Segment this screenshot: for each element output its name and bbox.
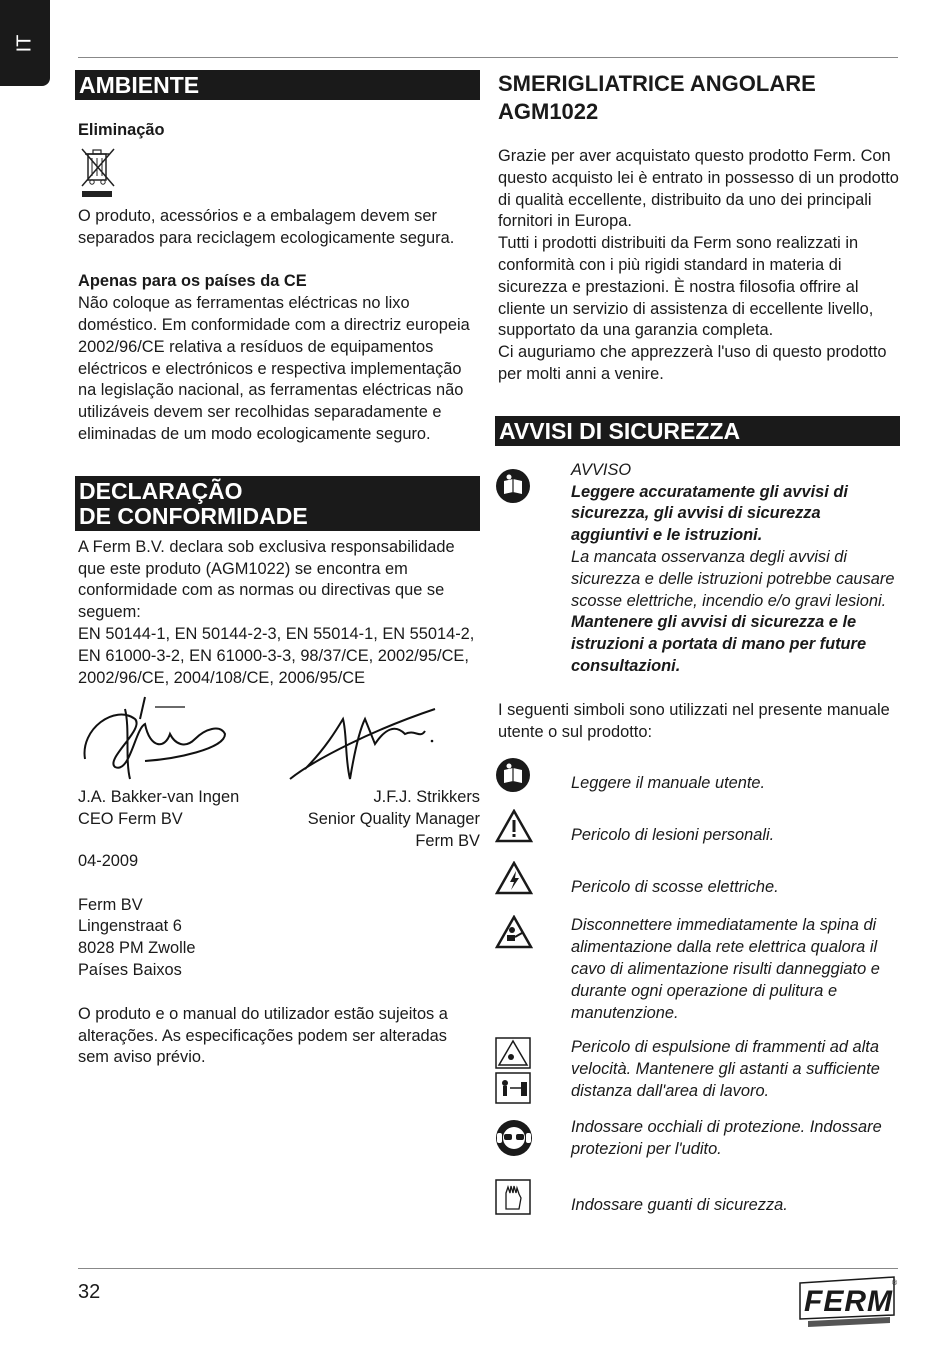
read-manual-icon — [495, 468, 531, 509]
signer1-title: CEO Ferm BV — [78, 810, 183, 829]
address-block — [75, 895, 480, 982]
symbol-row — [495, 1117, 900, 1167]
bottom-divider — [78, 1268, 898, 1269]
left-column — [75, 70, 480, 1069]
declaracao-paragraph: A Ferm B.V. declara sob exclusiva responsabilidade que este produto (AGM1022) se encontra em conformidade com as normas ou directivas que se seguem: — [78, 537, 455, 622]
declaration-date: 04-2009 — [78, 851, 139, 870]
signer-block — [75, 787, 480, 852]
symbol-text: Indossare occhiali di protezione. Indossare protezioni per l'udito. — [571, 1118, 882, 1159]
address-line: Lingenstraat 6 — [78, 917, 182, 936]
subheading-ce: Apenas para os países da CE — [78, 272, 307, 291]
unplug-icon — [495, 915, 533, 954]
read-manual-icon — [495, 757, 531, 798]
flying-debris-icon — [495, 1037, 531, 1110]
section-heading-ambiente: AMBIENTE — [75, 70, 480, 100]
product-title-line-2: AGM1022 — [498, 99, 599, 124]
section-heading-avvisi: AVVISI DI SICUREZZA — [495, 416, 900, 446]
avviso-block — [495, 460, 900, 678]
intro-paragraph-1: Grazie per aver acquistato questo prodotto Ferm. Con questo acquisto lei è entrato in possesso di un prodotto di qualità eccellente, distribuito da uno dei principali fornitori in Europa. — [498, 147, 899, 231]
ferm-logo — [798, 1275, 898, 1336]
address-line: 8028 PM Zwolle — [78, 939, 196, 958]
language-code: IT — [13, 34, 36, 53]
address-line: Países Baixos — [78, 960, 182, 979]
signer2-company: Ferm BV — [415, 831, 480, 850]
symbol-text: Pericolo di lesioni personali. — [571, 826, 775, 845]
symbol-text: Leggere il manuale utente. — [571, 774, 766, 793]
avviso-bold-text-2: Mantenere gli avvisi di sicurezza e le istruzioni a portata di mano per future consultazioni. — [571, 613, 867, 675]
signer1-name: J.A. Bakker-van Ingen — [78, 788, 240, 807]
symbols-intro: I seguenti simboli sono utilizzati nel presente manuale utente o sul prodotto: — [498, 700, 890, 741]
heading-line-1: DECLARAÇÃO — [79, 477, 243, 504]
gloves-icon — [495, 1179, 531, 1220]
electric-shock-icon — [495, 861, 533, 900]
top-divider — [78, 57, 898, 58]
symbol-text: Pericolo di espulsione di frammenti ad alta velocità. Mantenere gli astanti a sufficiente distanza dall'area di lavoro. — [571, 1038, 880, 1100]
intro-paragraph-3: Ci auguriamo che apprezzerà l'uso di questo prodotto per molti anni a venire. — [498, 343, 887, 383]
signer2-title: Senior Quality Manager — [307, 810, 480, 829]
symbol-text: Pericolo di scosse elettriche. — [571, 878, 779, 897]
symbol-text: Disconnettere immediatamente la spina di alimentazione dalla rete elettrica qualora il cavo di alimentazione risulti danneggiato e durante ogni operazione di pulitura e manutenzione. — [571, 916, 880, 1022]
avviso-bold-text-1: Leggere accuratamente gli avvisi di sicurezza, gli avvisi di sicurezza aggiuntivi e le istruzioni. — [571, 482, 848, 545]
avviso-normal-text: La mancata osservanza degli avvisi di sicurezza e delle istruzioni potrebbe causare scosse elettriche, incendio e/o gravi lesioni. — [571, 547, 895, 610]
symbol-row — [495, 757, 900, 797]
weee-bin-icon — [78, 146, 480, 198]
ambiente-paragraph-2: Não coloque as ferramentas eléctricas no lixo doméstico. Em conformidade com a directriz europeia 2002/96/CE relativa a resíduos de equipamentos eléctricos e electrónicos e respectiva implementação na legislação nacional, as ferramentas eléctricas não utilizáveis devem ser recolhidas separadamente e eliminadas de um modo ecologicamente seguro. — [78, 294, 470, 443]
signer2-name: J.F.J. Strikkers — [373, 788, 480, 807]
avviso-label: AVVISO — [571, 460, 632, 479]
standards-list: EN 50144-1, EN 50144-2-3, EN 55014-1, EN 55014-2, EN 61000-3-2, EN 61000-3-3, 98/37/CE, 2002/95/CE, 2002/96/CE, 2004/108/CE, 2006/95/CE — [78, 624, 475, 687]
svg-text:®: ® — [892, 1280, 898, 1287]
symbol-row — [495, 861, 900, 901]
subheading-eliminacao: Eliminação — [78, 121, 165, 139]
symbol-row — [495, 915, 900, 1025]
symbol-row — [495, 809, 900, 849]
language-tab — [0, 0, 50, 86]
eye-ear-protection-icon — [495, 1119, 533, 1162]
symbol-text: Indossare guanti di sicurezza. — [571, 1196, 788, 1215]
page-number: 32 — [78, 1281, 101, 1303]
heading-line-2: DE CONFORMIDADE — [79, 502, 308, 529]
right-column — [495, 70, 900, 1219]
symbol-row — [495, 1037, 900, 1111]
closing-paragraph: O produto e o manual do utilizador estão sujeitos a alterações. As especificações podem ser alteradas sem aviso prévio. — [78, 1004, 448, 1067]
warning-triangle-icon — [495, 809, 533, 848]
signatures — [75, 689, 480, 787]
logo-text: FERM — [804, 1285, 893, 1318]
address-line: Ferm BV — [78, 895, 143, 914]
signature-images — [75, 689, 480, 787]
section-heading-declaracao — [75, 476, 480, 531]
ambiente-paragraph-1: O produto, acessórios e a embalagem devem ser separados para reciclagem ecologicamente segura. — [78, 206, 455, 247]
intro-paragraph-2: Tutti i prodotti distribuiti da Ferm sono realizzati in conformità con i più rigidi standard in materia di sicurezza e prestazioni. È nostra filosofia offrire al cliente un servizio di assistenza di eccellente livello, supportato da una garanzia completa. — [498, 234, 874, 340]
product-title-line-1: SMERIGLIATRICE ANGOLARE — [498, 71, 816, 96]
symbol-row — [495, 1179, 900, 1219]
